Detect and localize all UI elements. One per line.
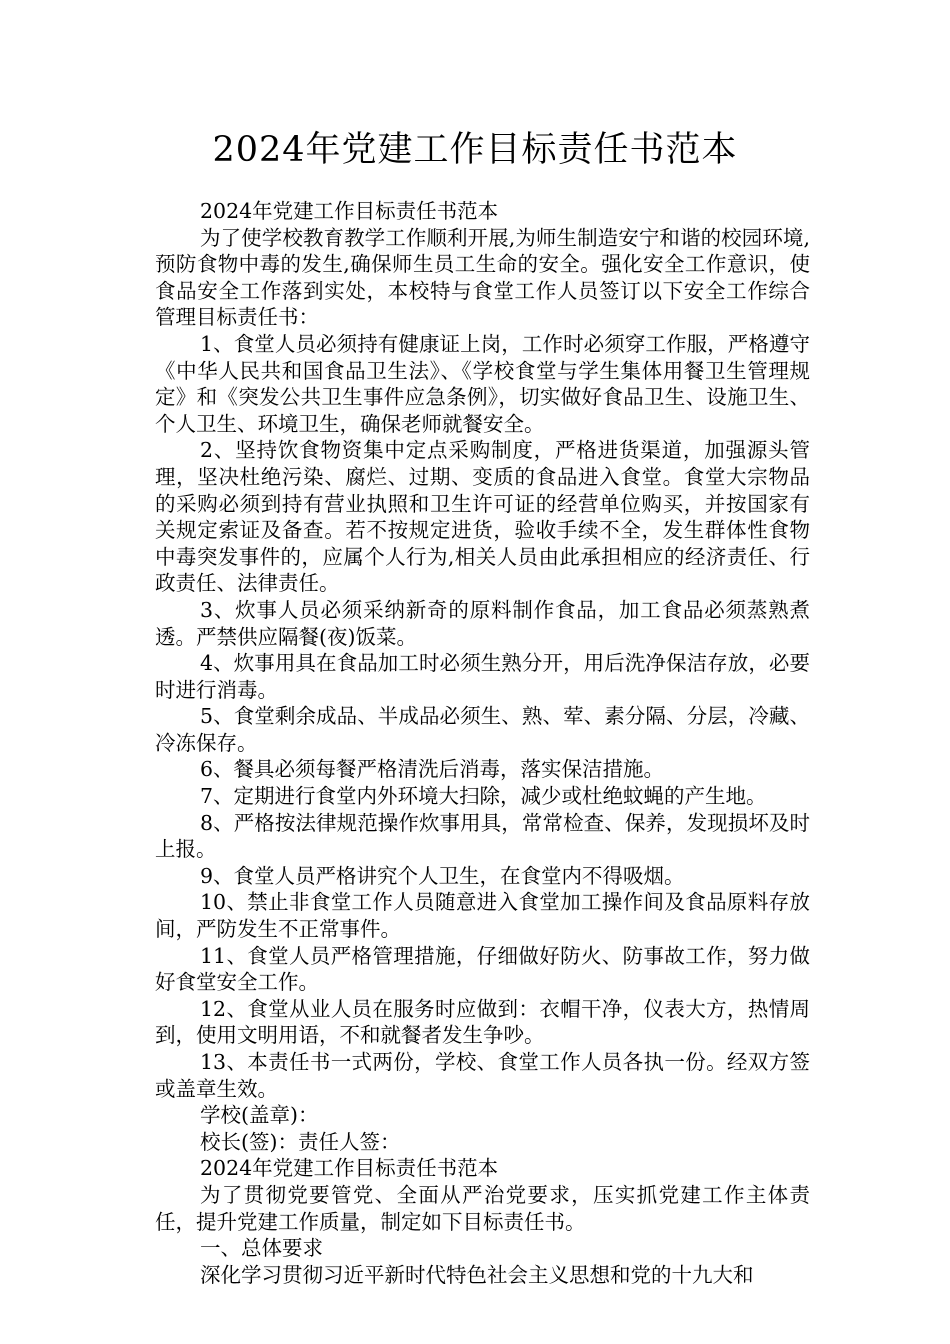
paragraph-item-12: 12、食堂从业人员在服务时应做到：衣帽干净，仪表大方，热情周到，使用文明用语，不和就餐者发生争吵。 (155, 996, 810, 1048)
school-seal-line: 学校(盖章)： (200, 1103, 319, 1128)
paragraph-general-body: 深化学习贯彻习近平新时代特色社会主义思想和党的十九大和 (200, 1262, 754, 1287)
paragraph-item-8: 8、严格按法律规范操作炊事用具，常常检查、保养，发现损坏及时上报。 (155, 810, 810, 862)
section-heading-general: 一、总体要求 (200, 1236, 323, 1261)
signature-line: 校长(签)：责任人签： (200, 1129, 401, 1154)
paragraph-item-5: 5、食堂剩余成品、半成品必须生、熟、荤、素分隔、分层，冷藏、冷冻保存。 (155, 704, 810, 755)
paragraph-intro-2: 为了贯彻党要管党、全面从严治党要求，压实抓党建工作主体责任，提升党建工作质量，制定如下目标责任书。 (155, 1182, 810, 1234)
paragraph-item-13: 13、本责任书一式两份，学校、食堂工作人员各执一份。经双方签或盖章生效。 (155, 1050, 810, 1101)
paragraph-item-2: 2、坚持饮食物资集中定点采购制度，严格进货渠道，加强源头管理，坚决杜绝污染、腐烂、过期、变质的食品进入食堂。食堂大宗物品的采购必须到持有营业执照和卫生许可证的经营单位购买，并按国家有关规定索证及备查。若不按规定进货，验收手续不全，发生群体性食物中毒突发事件的，应属个人行为,相关人员由此承担相应的经济责任、行政责任、法律责任。 (155, 438, 810, 596)
paragraph-intro: 为了使学校教育教学工作顺利开展,为师生制造安宁和谐的校园环境,预防食物中毒的发生,确保师生员工生命的安全。强化安全工作意识，使食品安全工作落到实处，本校特与食堂工作人员签订以下安全工作综合管理目标责任书： (155, 225, 810, 330)
paragraph-item-7: 7、定期进行食堂内外环境大扫除，减少或杜绝蚊蝇的产生地。 (200, 784, 767, 809)
paragraph-item-3: 3、炊事人员必须采纳新奇的原料制作食品，加工食品必须蒸熟煮透。严禁供应隔餐(夜)饭菜。 (155, 597, 810, 649)
document-body (155, 198, 810, 1288)
paragraph-item-1: 1、食堂人员必须持有健康证上岗，工作时必须穿工作服，严格遵守《中华人民共和国食品卫生法》、《学校食堂与学生集体用餐卫生管理规定》和《突发公共卫生事件应急条例》，切实做好食品卫生、设施卫生、个人卫生、环境卫生，确保老师就餐安全。 (155, 331, 810, 436)
paragraph-item-9: 9、食堂人员严格讲究个人卫生，在食堂内不得吸烟。 (200, 863, 685, 888)
document-title: 2024年党建工作目标责任书范本 (212, 130, 738, 170)
paragraph-item-6: 6、餐具必须每餐严格清洗后消毒，落实保洁措施。 (200, 757, 665, 782)
paragraph-subtitle-2: 2024年党建工作目标责任书范本 (200, 1156, 499, 1181)
paragraph-item-10: 10、禁止非食堂工作人员随意进入食堂加工操作间及食品原料存放间，严防发生不正常事件。 (155, 890, 810, 942)
paragraph-item-11: 11、食堂人员严格管理措施，仔细做好防火、防事故工作，努力做好食堂安全工作。 (155, 943, 810, 995)
paragraph-subtitle: 2024年党建工作目标责任书范本 (200, 199, 499, 223)
paragraph-item-4: 4、炊事用具在食品加工时必须生熟分开，用后洗净保洁存放，必要时进行消毒。 (155, 651, 810, 702)
